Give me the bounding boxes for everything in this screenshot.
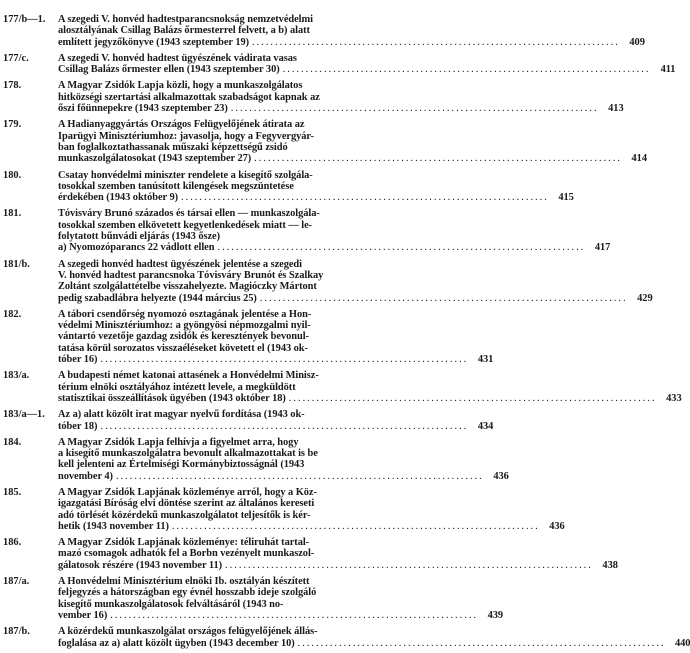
toc-entry	[3, 52, 676, 76]
dot-leader: ................................................................................	[100, 420, 469, 432]
entry-number: 187/b.	[3, 626, 30, 638]
entry-number: 180.	[3, 169, 22, 181]
toc-entry	[3, 119, 647, 165]
toc-entry	[3, 370, 682, 404]
entry-text-line: térium elnöki osztályához intézett levele, a megküldött	[58, 381, 296, 393]
entry-number: 183/a.	[3, 370, 30, 382]
dot-leader: ................................................................................	[217, 242, 586, 254]
entry-text-line: foglalása az a) alatt közölt ügyben (1943 december 10)	[58, 637, 295, 649]
entry-description	[58, 436, 509, 482]
entry-text-line: tóber 16)	[58, 354, 98, 366]
entry-text-line: A közérdekű munkaszolgálat országos felügyelőjének állás-	[58, 626, 318, 638]
entry-text-line: A Hadianyaggyártás Országos Felügyelőjének átirata az	[58, 119, 305, 131]
entry-text-line: adó törlését közérdekű munkaszolgálatot teljesítők is kér-	[58, 509, 311, 521]
page-number: 411	[660, 64, 676, 76]
entry-text-line: mazó csomagok adhatók fel a Borbn vezényelt munkaszol-	[58, 548, 315, 560]
page-number: 433	[666, 392, 682, 404]
entry-description	[58, 169, 574, 204]
entry-text-line: Tóvisváry Brunó százados és társai ellen — munkaszolgála-	[58, 208, 320, 220]
entry-text-line: Csatay honvédelmi miniszter rendelete a kisegítő szolgála-	[58, 169, 313, 181]
entry-text-line: A tábori csendőrség nyomozó osztagának jelentése a Hon-	[58, 308, 312, 320]
entry-text-line: ban foglalkoztathassanak műszaki képzettségű zsidó	[58, 141, 288, 153]
entry-description	[58, 208, 611, 254]
entry-text-line: a kisegítő munkaszolgálatra bevonult alkalmazottakat is be	[58, 448, 318, 460]
entry-text-line: A szegedi honvéd hadtest ügyészének jelentése a szegedi	[58, 258, 303, 270]
entry-final-line	[58, 36, 645, 48]
page-number: 409	[629, 36, 645, 48]
dot-leader: ................................................................................	[171, 520, 540, 532]
toc-entry	[3, 14, 645, 48]
entry-text-line: Iparügyi Minisztériumhoz: javasolja, hogy a Fegyvergyár-	[58, 130, 314, 142]
entry-description	[58, 52, 676, 76]
entry-text-line: feljegyzés a hátországban egy évnél hosszabb ideje szolgáló	[58, 587, 317, 599]
dot-leader: ................................................................................	[181, 192, 549, 204]
page-number: 434	[477, 420, 494, 432]
entry-text-line: V. honvéd hadtest parancsnoka Tóvisváry Brunót és Szalkay	[58, 269, 324, 281]
entry-text-line: tosokkal szemben tanúsított kilengések megszüntetése	[58, 180, 294, 192]
entry-text-line: vember 16)	[58, 609, 108, 621]
entry-description	[58, 409, 494, 432]
toc-entry	[3, 208, 611, 254]
dot-leader: ................................................................................	[254, 153, 622, 165]
toc-entry	[3, 626, 690, 649]
entry-text-line: vántartó vezetője gazdag zsidók és keresztények bevonul-	[58, 331, 309, 343]
page-number: 429	[637, 292, 653, 304]
entry-number: 178.	[3, 80, 22, 92]
page-number: 436	[493, 470, 509, 482]
entry-text-line: őszi főünnepekre (1943 szeptember 23)	[58, 103, 228, 115]
toc-entry	[3, 576, 504, 621]
entry-description	[58, 308, 494, 366]
toc-entry	[3, 409, 494, 432]
entry-final-line	[58, 354, 494, 366]
toc-entry	[3, 436, 509, 482]
entry-number: 181/b.	[3, 258, 30, 270]
entry-final-line	[58, 559, 618, 571]
entry-text-line: hetik (1943 november 11)	[58, 520, 169, 532]
entry-text-line: A Magyar Zsidók Lapjának közleménye: téliruhát tartal-	[58, 537, 310, 549]
dot-leader: ................................................................................	[100, 354, 469, 366]
entry-text-line: Csillag Balázs őrmester ellen (1943 szeptember 30)	[58, 64, 280, 76]
toc-entry	[3, 486, 565, 532]
dot-leader: ................................................................................	[259, 292, 628, 304]
entry-final-line	[58, 64, 676, 76]
entry-text-line: Zoltánt szolgálattételbe visszahelyezte. Magióczky Mártont	[58, 281, 317, 293]
entry-text-line: tosokkal szemben elkövetett kegyetlenkedések miatt — le-	[58, 219, 313, 231]
entry-number: 187/a.	[3, 576, 30, 588]
entry-number: 184.	[3, 436, 22, 448]
page-number: 438	[602, 559, 618, 571]
entry-description	[58, 537, 618, 571]
entry-description	[58, 80, 624, 115]
entry-number: 186.	[3, 537, 22, 549]
entry-number: 177/c.	[3, 52, 29, 64]
entry-text-line: kell jelenteni az Értelmiségi Kormánybiztosságnál (1943	[58, 459, 305, 471]
entry-final-line	[58, 470, 509, 482]
entry-text-line: A Magyar Zsidók Lapja felhívja a figyelmet arra, hogy	[58, 436, 299, 448]
entry-description	[58, 370, 682, 404]
entry-text-line: A Magyar Zsidók Lapjának közleménye arról, hogy a Köz-	[58, 486, 317, 498]
entry-description	[58, 258, 653, 304]
toc-entry	[3, 80, 624, 115]
entry-description	[58, 576, 504, 621]
entry-final-line	[58, 392, 682, 404]
dot-leader: ................................................................................	[282, 64, 651, 76]
page-number: 431	[477, 354, 494, 366]
entry-text-line: kisegítő munkaszolgálatosok felváltásáról (1943 no-	[58, 598, 284, 610]
entry-text-line: tóber 18)	[58, 420, 98, 432]
entry-text-line: statisztikai összeállítások ügyében (1943 október 18)	[58, 392, 286, 404]
dot-leader: ................................................................................	[110, 609, 479, 621]
entry-text-line: pedig szabadlábra helyezte (1944 március 25)	[58, 292, 257, 304]
entry-text-line: november 4)	[58, 470, 113, 482]
page-number: 417	[594, 242, 611, 254]
entry-final-line	[58, 520, 565, 532]
entry-final-line	[58, 153, 647, 165]
entry-description	[58, 626, 690, 649]
dot-leader: ................................................................................	[225, 559, 593, 571]
page-number: 439	[487, 609, 504, 621]
entry-number: 181.	[3, 208, 22, 220]
page-number: 413	[608, 103, 624, 115]
entry-number: 185.	[3, 486, 22, 498]
entry-number: 179.	[3, 119, 22, 131]
dot-leader: ................................................................................	[115, 470, 484, 482]
dot-leader: ................................................................................	[288, 392, 657, 404]
entry-final-line	[58, 609, 504, 621]
dot-leader: ................................................................................	[230, 103, 599, 115]
entry-final-line	[58, 192, 574, 204]
entry-number: 182.	[3, 308, 22, 320]
entry-text-line: A budapesti német katonai attasének a Honvédelmi Minisz-	[58, 370, 319, 382]
entry-text-line: védelmi Minisztériumhoz: a gyöngyösi népmozgalmi nyil-	[58, 320, 311, 332]
entry-text-line: A szegedi V. honvéd hadtest ügyészének vádirata vasas	[58, 52, 297, 64]
entry-text-line: folytatott bűnvádi eljárás (1943 ősze)	[58, 231, 221, 243]
toc-entry	[3, 169, 574, 204]
entry-text-line: tatása körül sorozatos visszaéléseket követett el (1943 ok-	[58, 342, 308, 354]
toc-entry	[3, 308, 494, 366]
toc-entry	[3, 537, 618, 571]
dot-leader: ................................................................................	[297, 637, 666, 649]
entry-text-line: érdekében (1943 október 9)	[58, 192, 179, 204]
entry-text-line: hitközségi szertartási alkalmazottak szabadságot kapnak az	[58, 91, 320, 103]
entry-final-line	[58, 242, 611, 254]
entry-text-line: Az a) alatt közölt irat magyar nyelvű fordítása (1943 ok-	[58, 409, 305, 421]
entry-text-line: A szegedi V. honvéd hadtestparancsnokság nemzetvédelmi	[58, 14, 313, 25]
page-number: 415	[558, 192, 574, 204]
toc-entry	[3, 258, 653, 304]
entry-final-line	[58, 292, 653, 304]
entry-number: 183/a—1.	[3, 409, 45, 421]
entry-text-line: A Honvédelmi Minisztérium elnöki Ib. osztályán készített	[58, 576, 310, 588]
entry-text-line: A Magyar Zsidók Lapja közli, hogy a munkaszolgálatos	[58, 80, 303, 92]
entry-number: 177/b—1.	[3, 14, 46, 25]
page-number: 414	[631, 153, 647, 165]
page-number: 440	[675, 637, 690, 649]
entry-description	[58, 119, 647, 165]
dot-leader: ................................................................................	[252, 36, 620, 48]
entry-description	[58, 486, 565, 532]
entry-description	[58, 14, 645, 48]
entry-final-line	[58, 420, 494, 432]
page-number: 436	[549, 520, 565, 532]
entry-final-line	[58, 103, 624, 115]
entry-text-line: alosztályának Csillag Balázs őrmesterrel felvett, a b) alatt	[58, 25, 310, 37]
entry-text-line: gálatosok részére (1943 november 11)	[58, 559, 223, 571]
entry-text-line: említett jegyzőkönyve (1943 szeptember 19)	[58, 36, 250, 48]
entry-final-line	[58, 637, 690, 649]
entry-text-line: igazgatási Bíróság elvi döntése szerint az általános kereseti	[58, 498, 315, 510]
entry-text-line: munkaszolgálatosokat (1943 szeptember 27)	[58, 153, 252, 165]
entry-text-line: a) Nyomozóparancs 22 vádlott ellen	[58, 242, 215, 254]
